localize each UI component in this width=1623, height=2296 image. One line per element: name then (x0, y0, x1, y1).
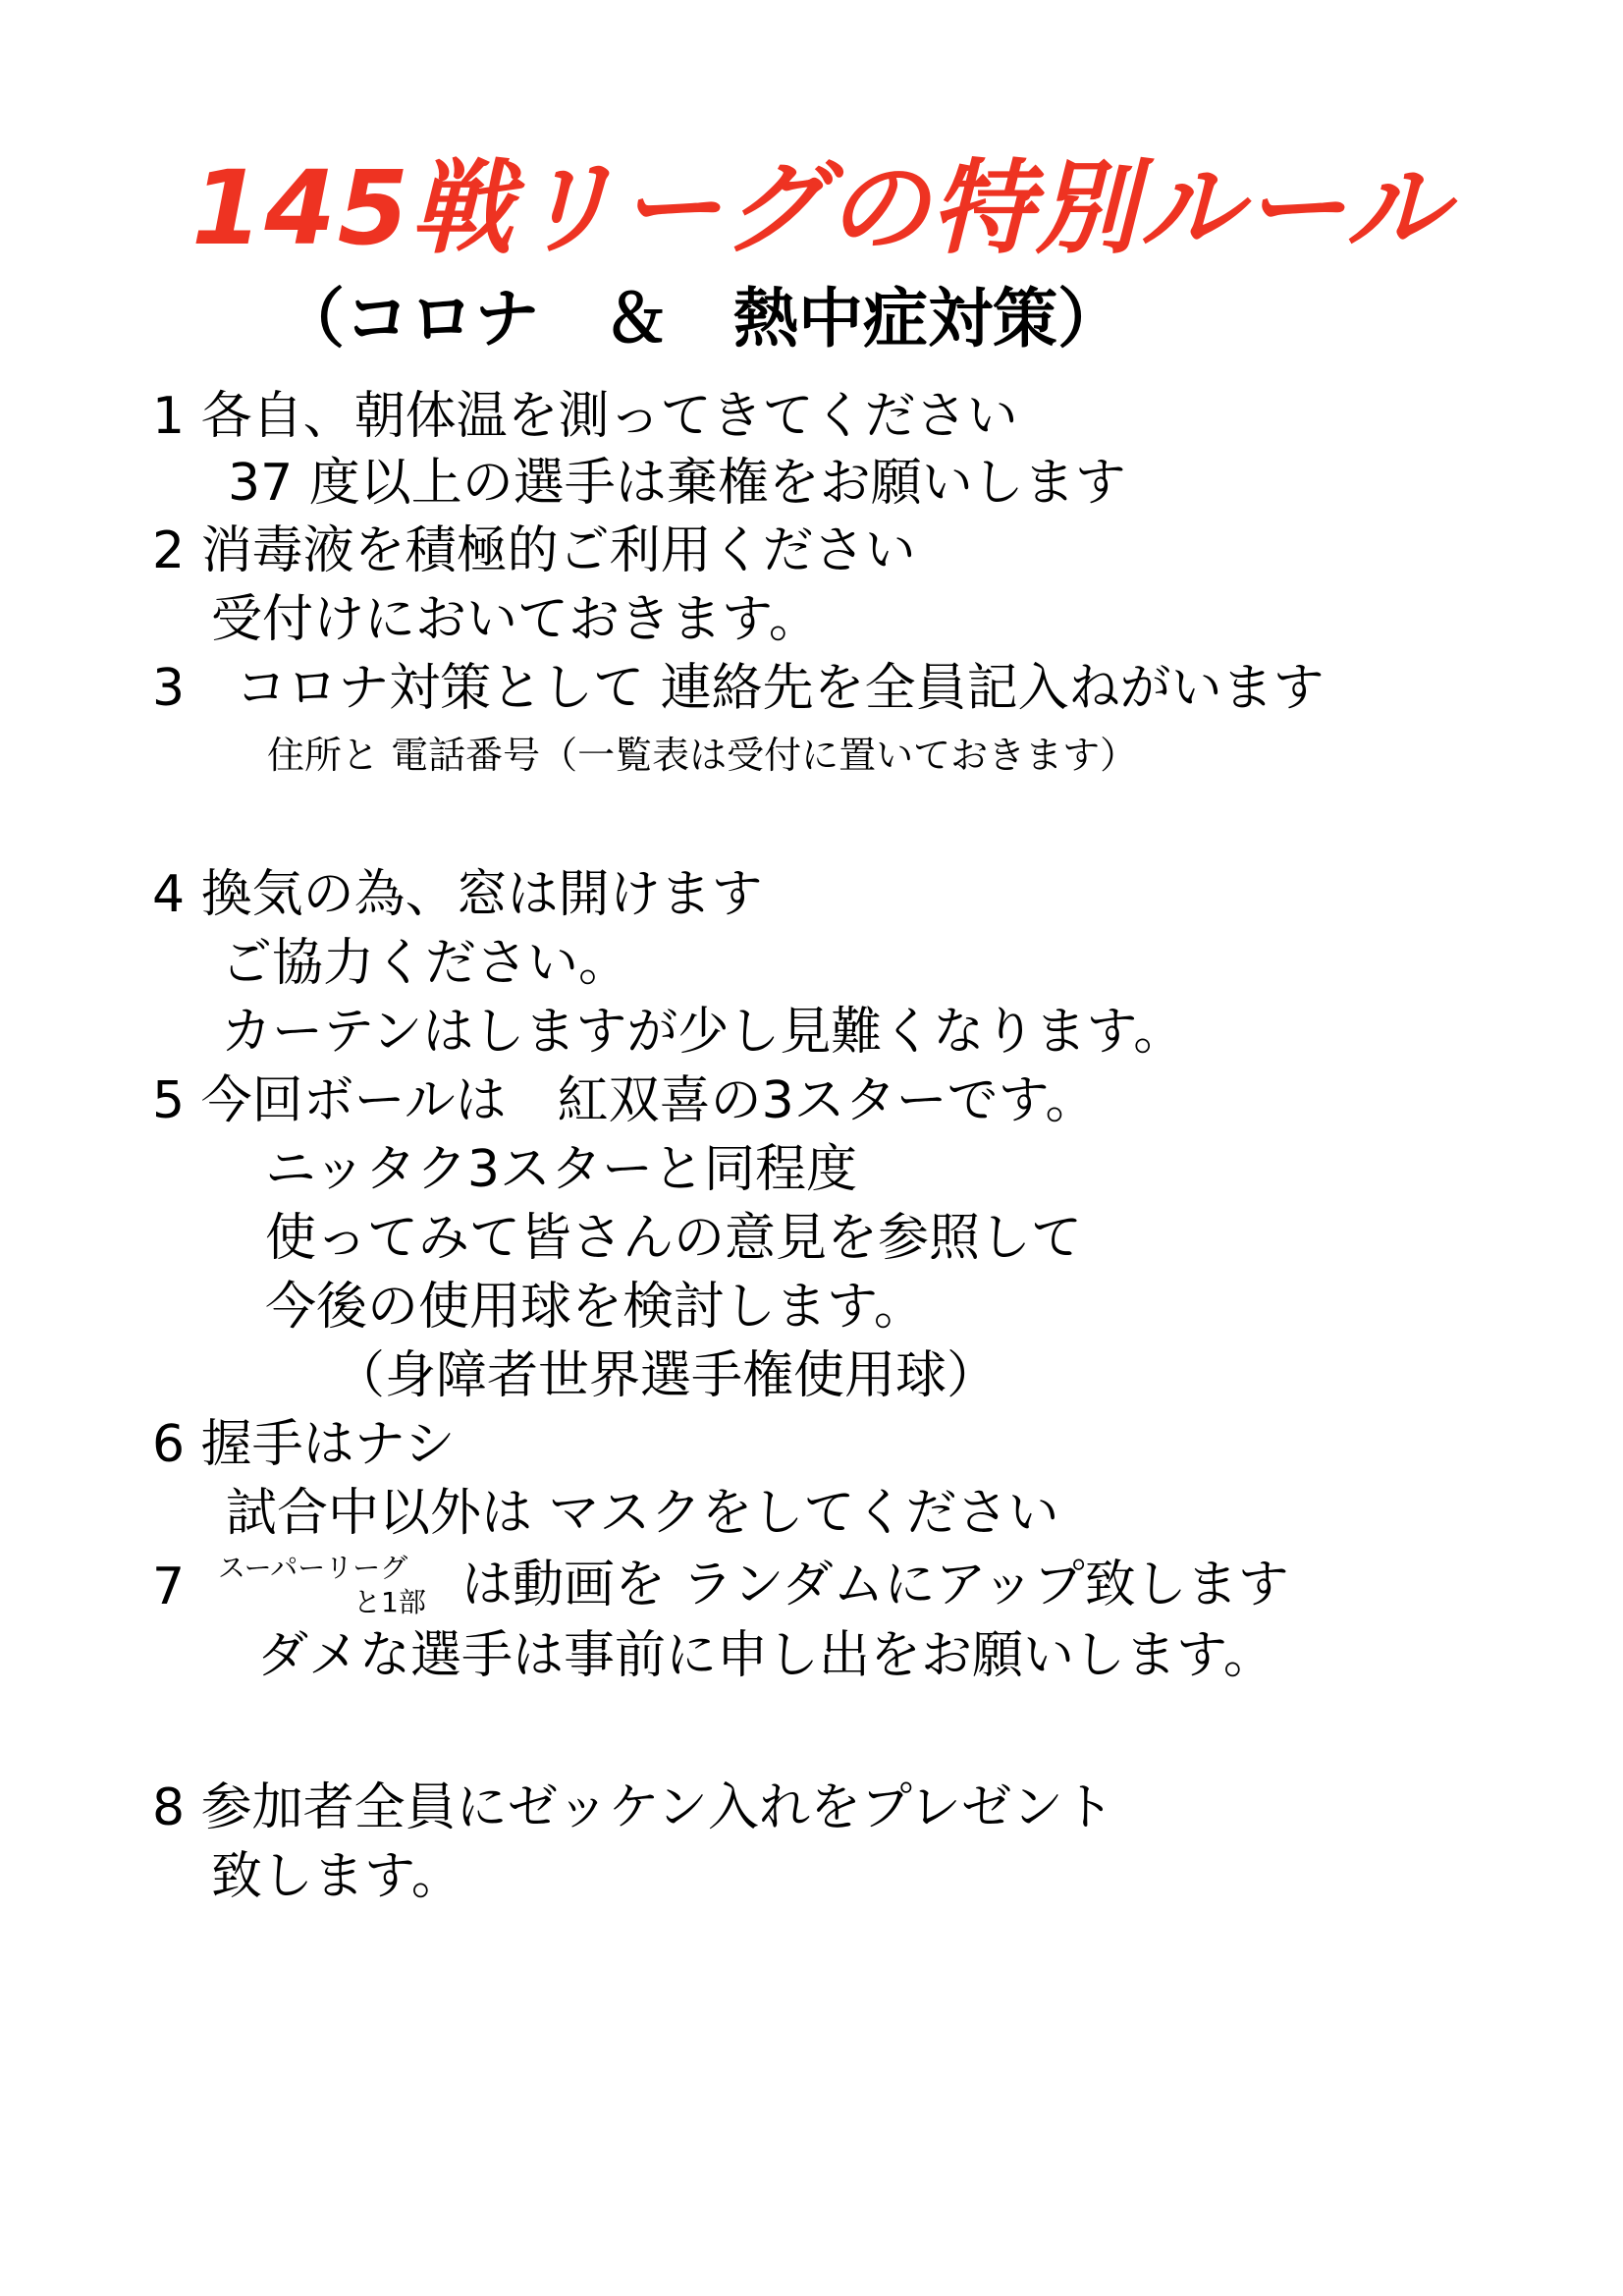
rule-5-detail-4: （身障者世界選手権使用球） (334, 1346, 999, 1405)
rule-7-number: 7 (152, 1558, 186, 1616)
rule-1-detail: 37 度以上の選手は棄権をお願いします (228, 454, 1126, 513)
rule-4-detail-2: カーテンはしますが少し見難くなります。 (221, 1003, 1185, 1062)
rule-6-detail: 試合中以外は マスクをしてください (226, 1484, 1059, 1543)
rule-5: 5 今回ボールは 紅双喜の3スターです。 (152, 1071, 1097, 1130)
rule-5-detail-2: 使ってみて皆さんの意見を参照して (265, 1209, 1083, 1268)
rule-7: は動画を ランダムにアップ致します (461, 1556, 1289, 1614)
rule-7-detail: ダメな選手は事前に申し出をお願いします。 (257, 1626, 1274, 1685)
rule-4: 4 換気の為、窓は開けます (152, 865, 763, 924)
rule-4-detail-1: ご協力ください。 (221, 934, 630, 993)
rule-5-detail-3: 今後の使用球を検討します。 (265, 1278, 925, 1337)
rule-3-detail: 住所と 電話番号（一覧表は受付に置いておきます） (267, 734, 1138, 777)
rule-2-detail: 受付けにおいておきます。 (211, 590, 820, 649)
rule-1: 1 各自、朝体温を測ってきてください (152, 387, 1018, 446)
rule-3: 3 コロナ対策として 連絡先を全員記入ねがいます (152, 659, 1325, 718)
rule-5-detail-1: ニッタク3スターと同程度 (265, 1140, 858, 1199)
rule-6: 6 握手はナシ (152, 1415, 456, 1474)
rule-8-detail: 致します。 (211, 1847, 462, 1906)
rule-2: 2 消毒液を積極的ご利用ください (152, 521, 916, 580)
rule-7-stack-top: スーパーリーグ (218, 1552, 408, 1584)
page-title: 145戦リーグの特別ルール (191, 148, 1450, 268)
rule-8: 8 参加者全員にゼッケン入れをプレゼント (152, 1778, 1114, 1837)
page-subtitle: （コロナ ＆ 熱中症対策） (280, 281, 1122, 356)
rule-7-stack-bottom: と1部 (353, 1586, 426, 1618)
